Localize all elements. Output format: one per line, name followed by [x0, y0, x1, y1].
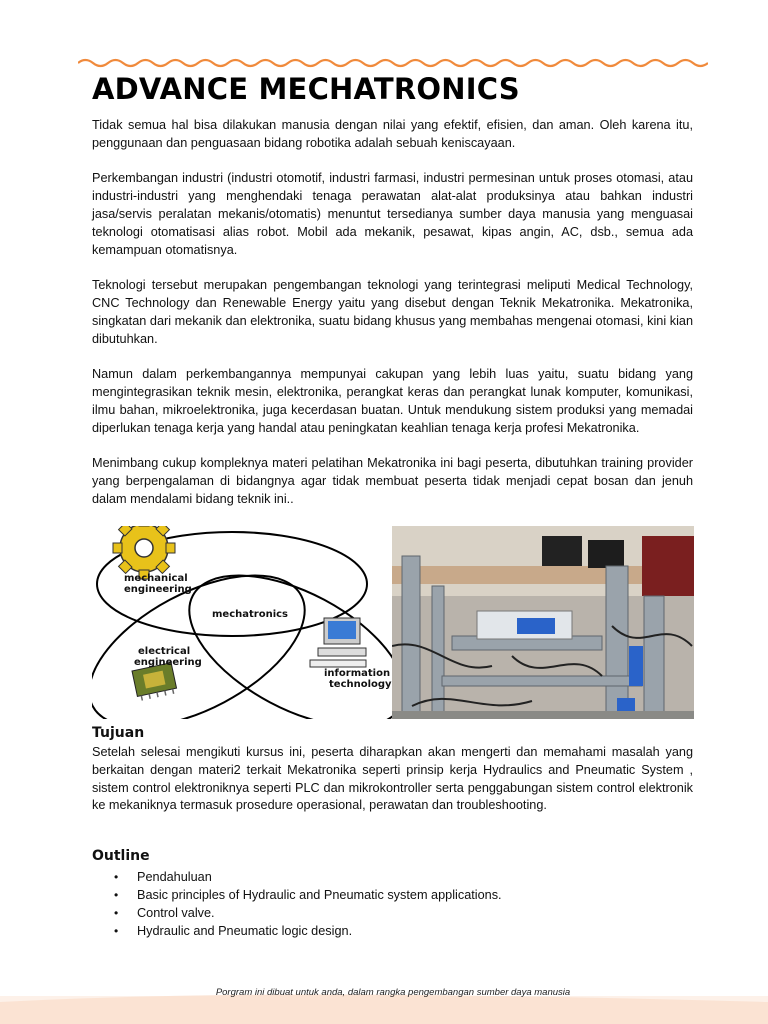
paragraph-3: Teknologi tersebut merupakan pengembangan teknologi yang terintegrasi meliputi Medical Technology, CNC Technology dan Renewable Energy yaitu yang disebut dengan Teknik Mekatronika. Mekatronika, singkatan dari mekanik dan elektronika, suatu bidang khusus yang membahas mengenai otomasi, kini kian dibutuhkan.: [92, 278, 693, 346]
label-technology: technology: [329, 679, 392, 690]
wavy-divider: [78, 56, 708, 70]
list-item: • Basic principles of Hydraulic and Pneumatic system applications.: [114, 888, 502, 902]
paragraph-2: Perkembangan industri (industri otomotif, industri farmasi, industri permesinan untuk proses otomasi, atau industri-industri yang menghendaki tenaga perawatan alat-alat produksinya atau bahkan industri jasa/servis peralatan mekanis/otomatis) menuntut tersedianya sumber daya manusia yang menguasai teknologi otomatisasi alias robot. Mobil ada mekanik, pesawat, kipas angin, AC, dsb., semua ada kemampuan otomatisnya.: [92, 171, 693, 257]
footer-text: Porgram ini dibuat untuk anda, dalam rangka pengembangan sumber daya manusia: [215, 987, 571, 998]
outline-heading: Outline: [92, 848, 150, 864]
computer-icon: [310, 618, 366, 667]
tujuan-text: Setelah selesai mengikuti kursus ini, peserta diharapkan akan mengerti dan memahami masalah yang berkaitan dengan materi2 terkait Mekatronika seperti prinsip kerja Hydraulics and Pneumatic System , sistem control elektroniknya seperti PLC dan mikrokontroller serta penggabungan sistem control elektronik ke mekaniknya termasuk prosedure operasional, perawatan dan troubleshooting.: [92, 745, 693, 813]
tujuan-heading: Tujuan: [92, 725, 145, 741]
label-mechatronics: mechatronics: [212, 609, 289, 620]
label-mechanical-engineering: engineering: [124, 584, 192, 595]
page-title: ADVANCE MECHATRONICS: [92, 72, 520, 106]
list-item: • Control valve.: [114, 906, 215, 920]
label-mechanical: mechanical: [124, 573, 188, 584]
outline-list: [110, 868, 502, 940]
paragraph-4: Namun dalam perkembangannya mempunyai cakupan yang lebih luas yaitu, suatu bidang yang mengintegrasikan teknik mesin, elektronika, perangkat keras dan perangkat lunak komputer, komunikasi, ilmu bahan, mikroelektronika, juga kecerdasan buatan. Untuk mendukung sistem produksi yang memadai diperlukan tenaga kerja yang handal atau peningkatan keahlian tenaga kerja profesi Mekatronika.: [92, 367, 693, 435]
intro-body: [92, 117, 693, 509]
bullet-icon: •: [114, 870, 119, 884]
bullet-icon: •: [114, 906, 119, 920]
list-item: • Hydraulic and Pneumatic logic design.: [114, 924, 353, 938]
figure-row: [92, 526, 694, 719]
paragraph-5: Menimbang cukup kompleknya materi pelatihan Mekatronika ini bagi peserta, dibutuhkan training provider yang berpengalaman di bidangnya agar tidak membuat peserta tidak menjadi cepat bosan dan jenuh dalam mendalami bidang teknik ini..: [92, 456, 693, 506]
label-information: information: [324, 668, 391, 679]
lab-equipment-photo: [392, 526, 694, 719]
bullet-icon: •: [114, 888, 119, 902]
mechatronics-venn-diagram: [92, 526, 392, 719]
paragraph-1: Tidak semua hal bisa dilakukan manusia dengan nilai yang efektif, efisien, dan aman. Oleh karena itu, penggunaan dan penguasaan bidang robotika adalah sebuah keniscayaan.: [92, 118, 693, 150]
gear-icon: [113, 526, 175, 579]
chip-icon: [132, 663, 178, 702]
label-electrical: electrical: [138, 646, 191, 657]
bullet-icon: •: [114, 924, 119, 938]
label-electrical-engineering: engineering: [134, 657, 202, 668]
list-item: • Pendahuluan: [114, 870, 212, 884]
